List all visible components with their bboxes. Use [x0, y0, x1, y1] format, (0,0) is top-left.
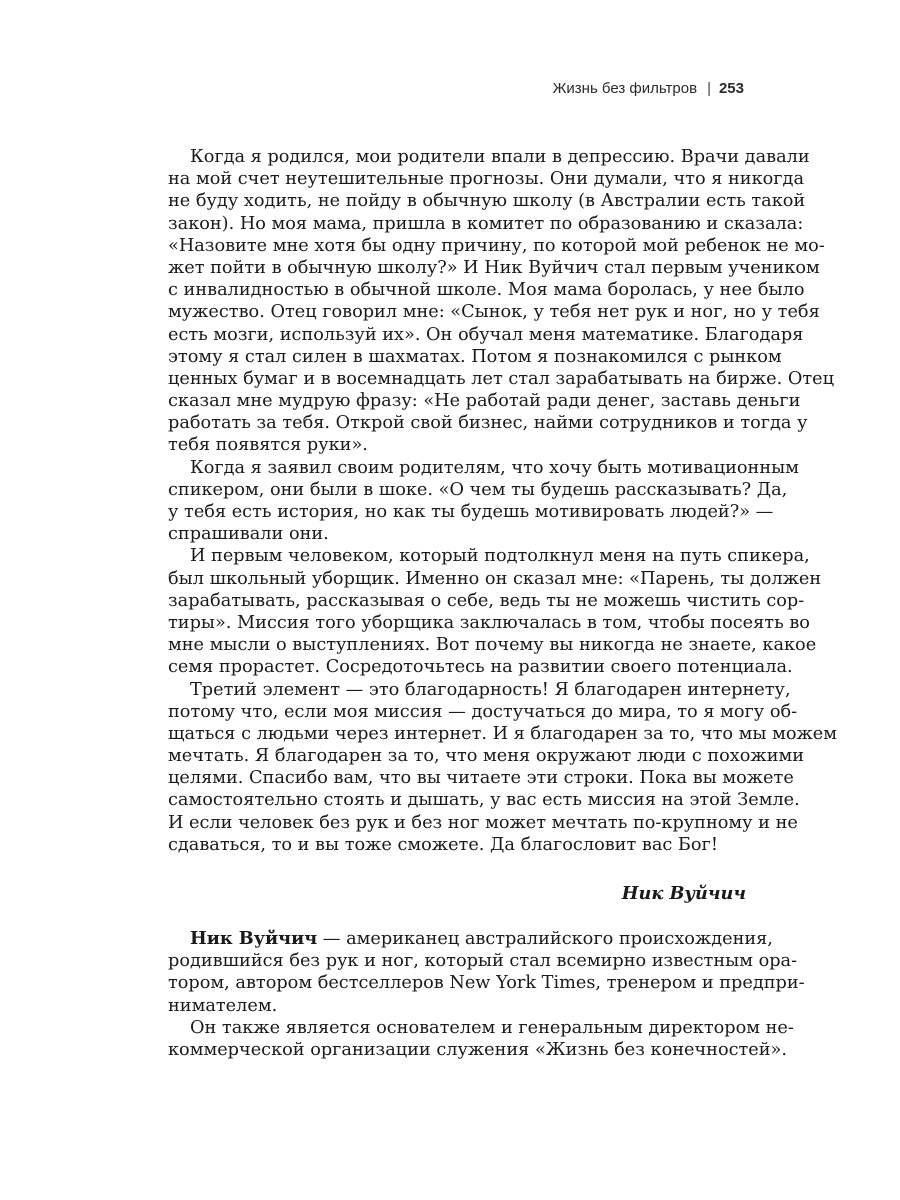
text-line: с инвалидностью в обычной школе. Моя мама боролась, у нее было — [168, 280, 805, 301]
text-line: И если человек без рук и без ног может мечтать по-крупному и не — [168, 812, 798, 833]
text-line: самостоятельно стоять и дышать, у вас есть миссия на этой Земле. — [168, 790, 800, 811]
author-signature: Ник Вуйчич — [621, 883, 746, 904]
text-line: работать за тебя. Открой свой бизнес, найми сотрудников и тогда у — [168, 413, 808, 434]
bio-line — [168, 928, 773, 950]
text-line: мечтать. Я благодарен за то, что меня окружают люди с похожими — [168, 746, 805, 767]
bio-line: тором, автором бестселлеров New York Times, тренером и предпри- — [168, 973, 805, 994]
bio-line: коммерческой организации служения «Жизнь без конечностей». — [168, 1039, 788, 1060]
text-line: Третий элемент — это благодарность! Я благодарен интернету, — [190, 679, 791, 700]
text-line: семя прорастет. Сосредоточьтесь на развитии своего потенциала. — [168, 657, 793, 678]
text-line: этому я стал силен в шахматах. Потом я познакомился с рынком — [168, 346, 782, 367]
running-header — [553, 80, 744, 97]
text-line: закон). Но моя мама, пришла в комитет по образованию и сказала: — [168, 213, 804, 234]
text-line: сказал мне мудрую фразу: «Не работай ради денег, заставь деньги — [168, 391, 801, 412]
text-line: И первым человеком, который подтолкнул меня на путь спикера, — [190, 546, 810, 567]
text-line: щаться с людьми через интернет. И я благодарен за то, что мы можем — [168, 723, 838, 744]
text-line: мне мысли о выступлениях. Вот почему вы никогда не знаете, какое — [168, 635, 817, 656]
text-line: потому что, если моя миссия — достучаться до мира, то я могу об- — [168, 701, 798, 722]
text-line: тиры». Миссия того уборщика заключалась в том, чтобы посеять во — [168, 612, 810, 633]
text-line: тебя появятся руки». — [168, 435, 368, 456]
running-header-title: Жизнь без фильтров — [552, 80, 698, 97]
text-line: сдаваться, то и вы тоже сможете. Да благословит вас Бог! — [168, 834, 718, 855]
text-line: был школьный уборщик. Именно он сказал мне: «Парень, ты должен — [168, 568, 822, 589]
main-text — [168, 146, 838, 856]
text-line: спрашивали они. — [168, 524, 329, 545]
bio-line-rest: — американец австралийского происхождения, — [317, 929, 773, 949]
text-line: спикером, они были в шоке. «О чем ты будешь рассказывать? Да, — [168, 479, 788, 500]
text-line: на мой счет неутешительные прогнозы. Они думали, что я никогда — [168, 169, 804, 190]
text-line: зарабатывать, рассказывая о себе, ведь ты не можешь чистить сор- — [168, 590, 805, 611]
bio-author-name: Ник Вуйчич — [190, 928, 318, 949]
text-line: Когда я заявил своим родителям, что хочу быть мотивационным — [190, 457, 799, 478]
text-line: Когда я родился, мои родители впали в депрессию. Врачи давали — [190, 147, 810, 167]
bio-line: Он также является основателем и генеральным директором не- — [190, 1017, 794, 1038]
bio-line: нимателем. — [168, 995, 278, 1016]
text-line: ценных бумаг и в восемнадцать лет стал зарабатывать на бирже. Отец — [168, 368, 834, 389]
page-number: 253 — [718, 80, 744, 97]
bio-line: родившийся без рук и ног, который стал всемирно известным ора- — [168, 951, 798, 972]
text-line: есть мозги, используй их». Он обучал меня математике. Благодаря — [168, 324, 804, 345]
text-line: «Назовите мне хотя бы одну причину, по которой мой ребенок не мо- — [168, 235, 825, 256]
text-line: не буду ходить, не пойду в обычную школу (в Австралии есть такой — [168, 191, 806, 212]
text-line: жет пойти в обычную школу?» И Ник Вуйчич стал первым учеником — [168, 257, 820, 278]
author-bio — [168, 928, 805, 1061]
text-line: мужество. Отец говорил мне: «Сынок, у тебя нет рук и ног, но у тебя — [168, 302, 820, 323]
text-line: у тебя есть история, но как ты будешь мотивировать людей?» — — [168, 502, 774, 522]
text-line: целями. Спасибо вам, что вы читаете эти строки. Пока вы можете — [168, 768, 794, 789]
header-separator: | — [707, 80, 711, 97]
